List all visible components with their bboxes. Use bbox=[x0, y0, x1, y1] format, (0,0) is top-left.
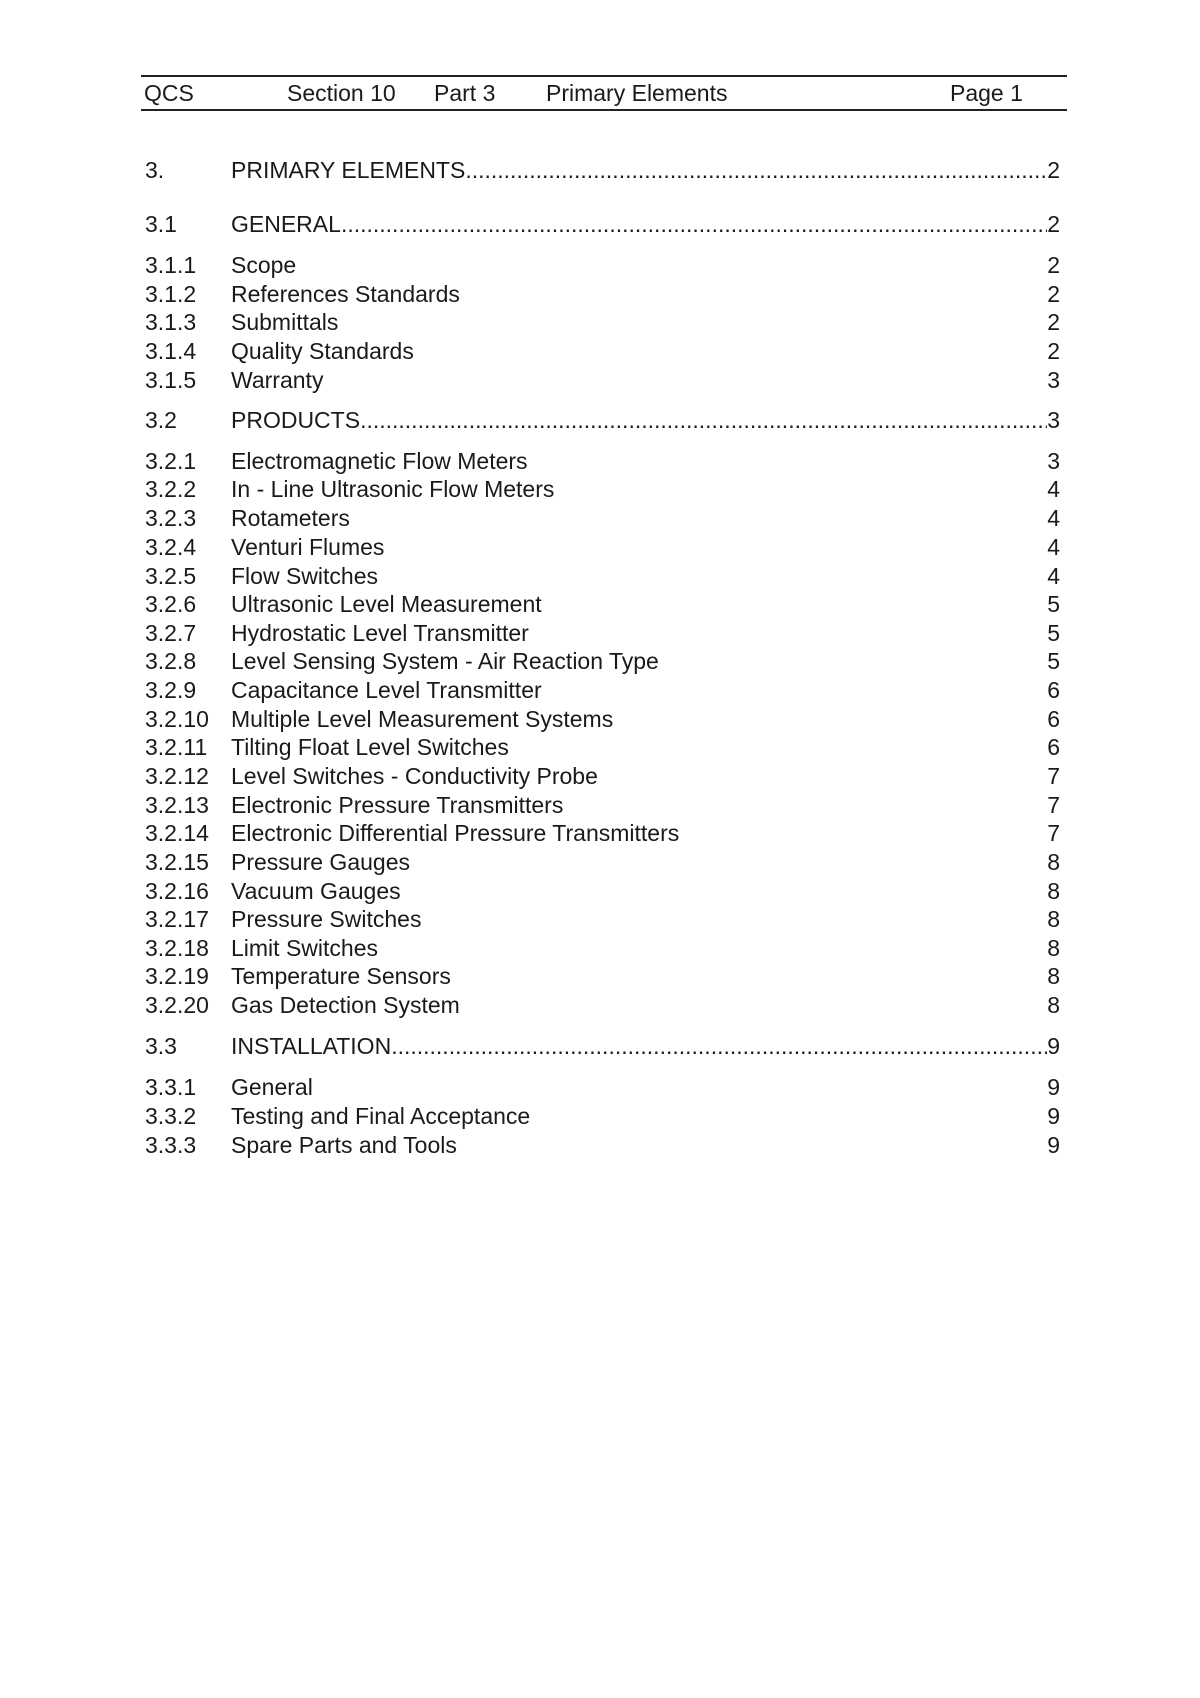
toc-page: 3 bbox=[1047, 407, 1060, 433]
toc-number: 3. bbox=[145, 157, 165, 183]
toc-number: 3.2.20 bbox=[145, 992, 209, 1018]
toc-number: 3.2.3 bbox=[145, 505, 197, 531]
header-doc-code: QCS bbox=[144, 80, 194, 106]
toc-item-row[interactable] bbox=[145, 991, 1060, 1020]
toc-section-row[interactable] bbox=[145, 210, 1060, 239]
toc-page: 9 bbox=[1047, 1132, 1060, 1158]
toc-number: 3.2.14 bbox=[145, 820, 209, 846]
toc-title: Submittals bbox=[231, 309, 339, 335]
toc-number: 3.2.19 bbox=[145, 963, 209, 989]
toc-page: 5 bbox=[1047, 620, 1060, 646]
toc-page: 9 bbox=[1047, 1074, 1060, 1100]
toc-number: 3.1.1 bbox=[145, 252, 197, 278]
toc-page: 8 bbox=[1047, 992, 1060, 1018]
toc-number: 3.2.12 bbox=[145, 763, 209, 789]
header-part: Part 3 bbox=[434, 80, 496, 106]
toc-page: 7 bbox=[1047, 792, 1060, 818]
toc-title: PRIMARY ELEMENTS bbox=[231, 157, 466, 183]
toc-page: 7 bbox=[1047, 820, 1060, 846]
header-section: Section 10 bbox=[287, 80, 396, 106]
toc-number: 3.3 bbox=[145, 1033, 177, 1059]
toc-page: 2 bbox=[1047, 252, 1060, 278]
toc-title: Temperature Sensors bbox=[231, 963, 451, 989]
toc-number: 3.2.4 bbox=[145, 534, 197, 560]
toc-page: 6 bbox=[1047, 734, 1060, 760]
toc-item-row[interactable] bbox=[145, 1102, 1060, 1131]
toc-title: Multiple Level Measurement Systems bbox=[231, 706, 614, 732]
toc-item-row[interactable] bbox=[145, 1073, 1060, 1102]
toc-title: Testing and Final Acceptance bbox=[231, 1103, 531, 1129]
toc-title: PRODUCTS bbox=[231, 407, 361, 433]
toc-item-row[interactable] bbox=[145, 962, 1060, 991]
toc-page: 6 bbox=[1047, 677, 1060, 703]
toc-number: 3.2.2 bbox=[145, 476, 197, 502]
toc-number: 3.1 bbox=[145, 211, 177, 237]
dot-leader bbox=[465, 156, 1047, 185]
toc-page: 2 bbox=[1047, 281, 1060, 307]
toc-page: 2 bbox=[1047, 309, 1060, 335]
toc-number: 3.2.5 bbox=[145, 563, 197, 589]
toc-page: 8 bbox=[1047, 849, 1060, 875]
toc-page: 5 bbox=[1047, 648, 1060, 674]
header-page-number: Page 1 bbox=[950, 80, 1023, 106]
toc-title: Spare Parts and Tools bbox=[231, 1132, 457, 1158]
toc-item-row[interactable] bbox=[145, 705, 1060, 734]
toc-item-row[interactable] bbox=[145, 1131, 1060, 1160]
toc-item-row[interactable] bbox=[145, 819, 1060, 848]
toc-page: 7 bbox=[1047, 763, 1060, 789]
toc-chapter-row[interactable] bbox=[145, 156, 1060, 185]
toc-item-row[interactable] bbox=[145, 251, 1060, 280]
toc-title: Limit Switches bbox=[231, 935, 378, 961]
toc-page: 8 bbox=[1047, 906, 1060, 932]
toc-title: GENERAL bbox=[231, 211, 341, 237]
toc-number: 3.1.4 bbox=[145, 338, 197, 364]
toc-item-row[interactable] bbox=[145, 504, 1060, 533]
toc-page: 3 bbox=[1047, 367, 1060, 393]
toc-title: Ultrasonic Level Measurement bbox=[231, 591, 542, 617]
dot-leader bbox=[341, 210, 1047, 239]
toc-page: 4 bbox=[1047, 563, 1060, 589]
toc-title: Capacitance Level Transmitter bbox=[231, 677, 542, 703]
toc-title: In - Line Ultrasonic Flow Meters bbox=[231, 476, 555, 502]
toc-item-row[interactable] bbox=[145, 280, 1060, 309]
toc-page: 8 bbox=[1047, 878, 1060, 904]
toc-number: 3.2.11 bbox=[145, 734, 208, 760]
toc-item-row[interactable] bbox=[145, 366, 1060, 395]
toc-number: 3.2.8 bbox=[145, 648, 197, 674]
toc-item-row[interactable] bbox=[145, 533, 1060, 562]
toc-page: 4 bbox=[1047, 534, 1060, 560]
toc-item-row[interactable] bbox=[145, 791, 1060, 820]
toc-page: 2 bbox=[1047, 157, 1060, 183]
toc-title: Electronic Pressure Transmitters bbox=[231, 792, 564, 818]
toc-number: 3.2.7 bbox=[145, 620, 197, 646]
toc-section-row[interactable] bbox=[145, 406, 1060, 435]
toc-title: General bbox=[231, 1074, 313, 1100]
toc-page: 2 bbox=[1047, 211, 1060, 237]
toc-section-row[interactable] bbox=[145, 1032, 1060, 1061]
toc-item-row[interactable] bbox=[145, 562, 1060, 591]
toc-number: 3.3.1 bbox=[145, 1074, 197, 1100]
toc-number: 3.3.2 bbox=[145, 1103, 197, 1129]
toc-item-row[interactable] bbox=[145, 934, 1060, 963]
toc-title: Hydrostatic Level Transmitter bbox=[231, 620, 529, 646]
toc-page: 3 bbox=[1047, 448, 1060, 474]
toc-item-row[interactable] bbox=[145, 337, 1060, 366]
dot-leader bbox=[391, 1032, 1047, 1061]
toc-item-row[interactable] bbox=[145, 475, 1060, 504]
toc-page: 9 bbox=[1047, 1103, 1060, 1129]
toc-page: 5 bbox=[1047, 591, 1060, 617]
toc-number: 3.2.9 bbox=[145, 677, 197, 703]
toc-number: 3.3.3 bbox=[145, 1132, 197, 1158]
dot-leader bbox=[360, 406, 1047, 435]
toc-item-row[interactable] bbox=[145, 590, 1060, 619]
toc-title: Pressure Switches bbox=[231, 906, 422, 932]
toc-page: 6 bbox=[1047, 706, 1060, 732]
toc-number: 3.1.5 bbox=[145, 367, 197, 393]
toc-number: 3.2.10 bbox=[145, 706, 209, 732]
toc-title: INSTALLATION bbox=[231, 1033, 392, 1059]
toc-title: Rotameters bbox=[231, 505, 350, 531]
toc-item-row[interactable] bbox=[145, 905, 1060, 934]
toc-title: Level Sensing System - Air Reaction Type bbox=[231, 648, 659, 674]
toc-number: 3.2.15 bbox=[145, 849, 209, 875]
toc-number: 3.2.1 bbox=[145, 448, 197, 474]
toc-title: Venturi Flumes bbox=[231, 534, 385, 560]
toc-title: Electromagnetic Flow Meters bbox=[231, 448, 528, 474]
toc-page: 4 bbox=[1047, 476, 1060, 502]
page-header bbox=[141, 75, 1067, 111]
toc-page: 8 bbox=[1047, 963, 1060, 989]
toc-number: 3.2.13 bbox=[145, 792, 209, 818]
toc-number: 3.1.3 bbox=[145, 309, 197, 335]
toc-title: References Standards bbox=[231, 281, 460, 307]
toc-number: 3.2.6 bbox=[145, 591, 197, 617]
toc-item-row[interactable] bbox=[145, 619, 1060, 648]
toc-title: Flow Switches bbox=[231, 563, 378, 589]
toc-page: 2 bbox=[1047, 338, 1060, 364]
toc-item-row[interactable] bbox=[145, 877, 1060, 906]
toc-number: 3.2.18 bbox=[145, 935, 209, 961]
toc-item-row[interactable] bbox=[145, 848, 1060, 877]
toc-page: 9 bbox=[1047, 1033, 1060, 1059]
toc-title: Warranty bbox=[231, 367, 324, 393]
toc-number: 3.2.16 bbox=[145, 878, 209, 904]
toc-title: Gas Detection System bbox=[231, 992, 460, 1018]
toc-title: Level Switches - Conductivity Probe bbox=[231, 763, 598, 789]
toc-page: 4 bbox=[1047, 505, 1060, 531]
toc-item-row[interactable] bbox=[145, 647, 1060, 676]
toc-title: Tilting Float Level Switches bbox=[231, 734, 509, 760]
toc-title: Quality Standards bbox=[231, 338, 414, 364]
toc-number: 3.1.2 bbox=[145, 281, 197, 307]
toc-title: Vacuum Gauges bbox=[231, 878, 401, 904]
toc-number: 3.2 bbox=[145, 407, 177, 433]
toc-title: Pressure Gauges bbox=[231, 849, 410, 875]
toc-item-row[interactable] bbox=[145, 733, 1060, 762]
toc-item-row[interactable] bbox=[145, 308, 1060, 337]
toc-item-row[interactable] bbox=[145, 676, 1060, 705]
toc-page: 8 bbox=[1047, 935, 1060, 961]
toc-item-row[interactable] bbox=[145, 447, 1060, 476]
toc-number: 3.2.17 bbox=[145, 906, 209, 932]
toc-title: Scope bbox=[231, 252, 297, 278]
toc-item-row[interactable] bbox=[145, 762, 1060, 791]
header-title: Primary Elements bbox=[546, 80, 728, 106]
toc-title: Electronic Differential Pressure Transmitters bbox=[231, 820, 680, 846]
